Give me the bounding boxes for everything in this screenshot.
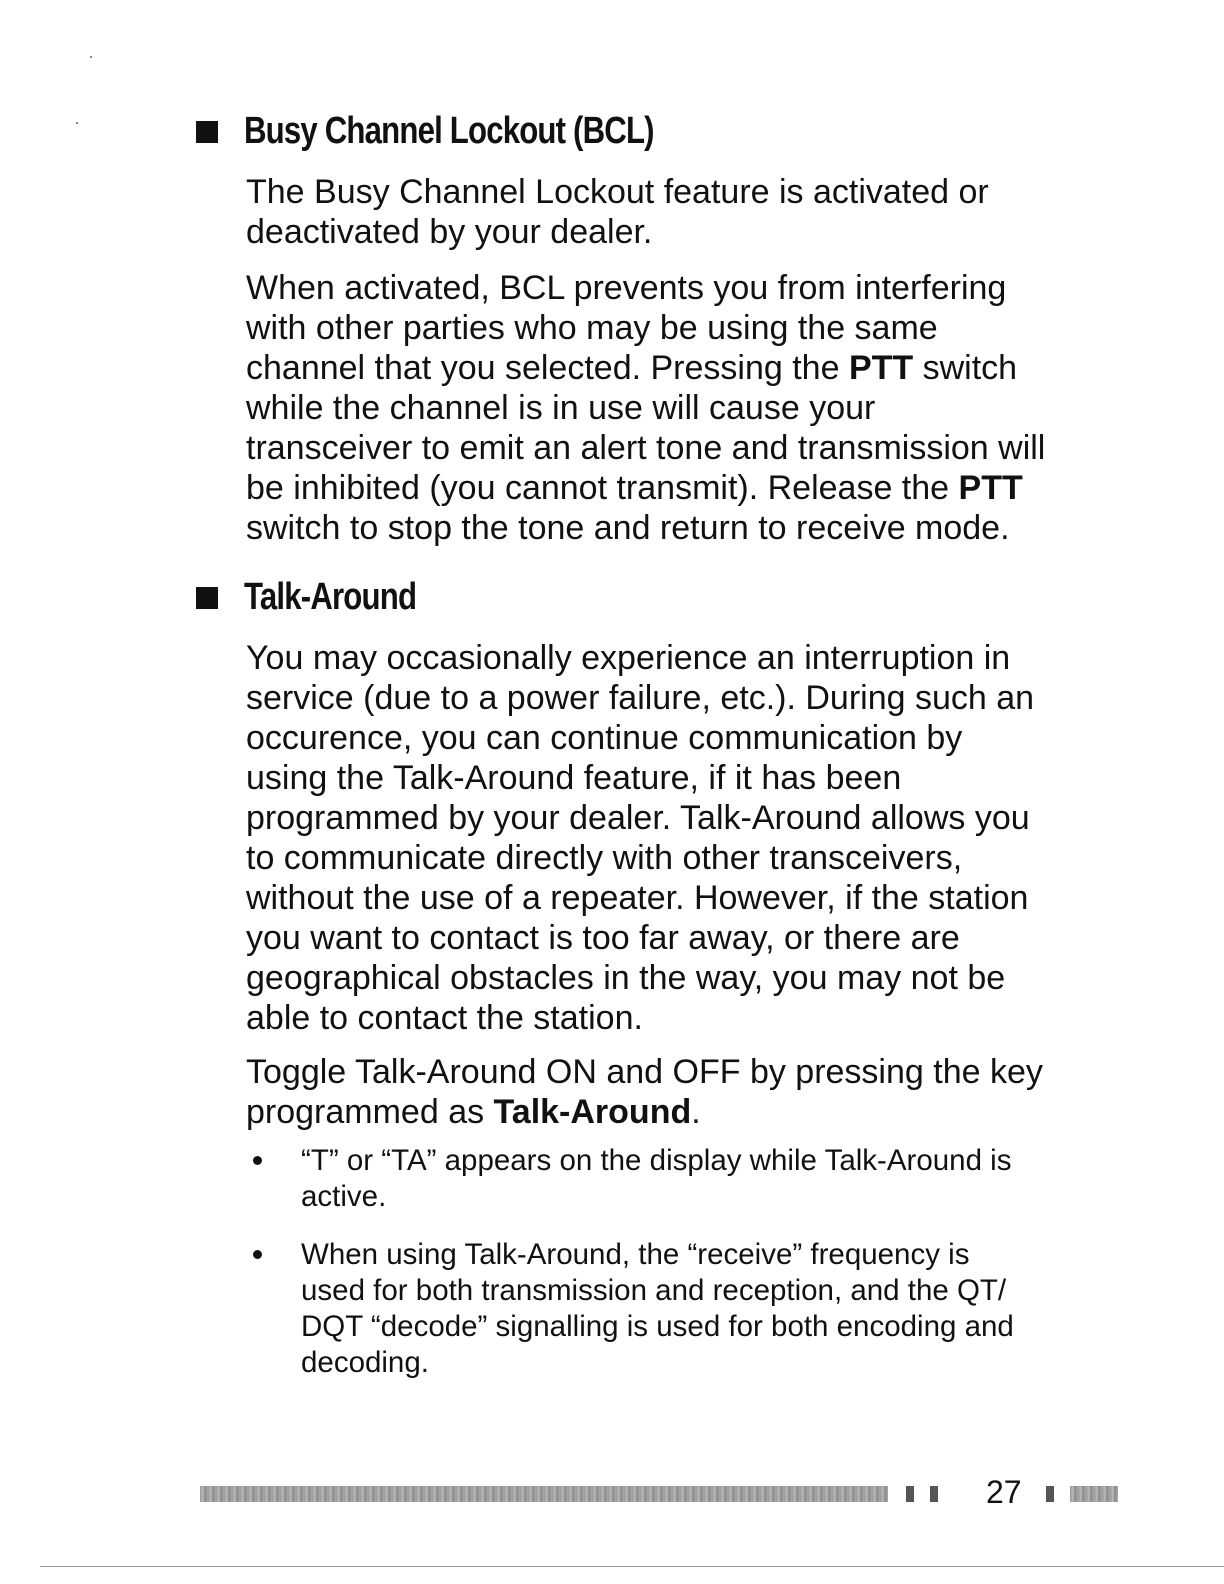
bullet-dot-icon (253, 1156, 262, 1165)
bold-term: PTT (958, 469, 1023, 507)
text-line: You may occasionally experience an interruption in (246, 639, 1011, 677)
text-line: When using Talk-Around, the “receive” frequency is (301, 1238, 970, 1271)
text-line: able to contact the station. (246, 999, 643, 1037)
text-line: channel that you selected. Pressing the PTT switch (246, 349, 1018, 387)
text-line: programmed as Talk-Around. (246, 1093, 701, 1131)
text-line: to communicate directly with other transceivers, (246, 839, 963, 877)
bold-term: Talk-Around (493, 1093, 692, 1131)
note-text (301, 1237, 1126, 1381)
talk-around-notes (246, 1143, 1126, 1381)
text-line: When activated, BCL prevents you from interfering (246, 269, 1007, 307)
text-line: geographical obstacles in the way, you may not be (246, 959, 1006, 997)
text-line: transceiver to emit an alert tone and transmission will (246, 429, 1046, 467)
text-line: while the channel is in use will cause your (246, 389, 876, 427)
scan-edge-line (40, 1566, 1224, 1567)
text-line: The Busy Channel Lockout feature is activated or (246, 173, 989, 211)
bcl-paragraph-2 (246, 268, 1126, 548)
text-line: with other parties who may be using the same (246, 309, 938, 347)
footer-square-mark (1046, 1486, 1054, 1502)
text-line: be inhibited (you cannot transmit). Release the PTT (246, 469, 1023, 507)
note-text (301, 1143, 1126, 1215)
square-bullet-icon (196, 587, 218, 609)
note-bullet-item (246, 1143, 1126, 1215)
text-line: Toggle Talk-Around ON and OFF by pressing the key (246, 1053, 1043, 1091)
bullet-dot-icon (253, 1250, 262, 1259)
text-line: deactivated by your dealer. (246, 213, 653, 251)
text-line: without the use of a repeater. However, if the station (246, 879, 1029, 917)
talk-around-paragraph-1 (246, 638, 1126, 1038)
text-line: DQT “decode” signalling is used for both encoding and (301, 1310, 1014, 1343)
footer-square-mark (906, 1486, 914, 1502)
text-line: “T” or “TA” appears on the display while Talk-Around is (301, 1144, 1012, 1177)
heading-text: Talk-Around (244, 576, 417, 618)
text-line: used for both transmission and reception, and the QT/ (301, 1274, 1007, 1307)
square-bullet-icon (196, 121, 218, 143)
text-line: active. (301, 1180, 387, 1213)
text-line: you want to contact is too far away, or there are (246, 919, 960, 957)
section-heading-talk-around (196, 576, 454, 619)
footer-square-mark (930, 1486, 938, 1502)
note-bullet-item (246, 1237, 1126, 1381)
footer-decorative-bar (1070, 1486, 1118, 1502)
section-heading-bcl (196, 110, 744, 153)
text-line: using the Talk-Around feature, if it has been (246, 759, 902, 797)
text-line: decoding. (301, 1346, 429, 1379)
bcl-paragraph-1 (246, 172, 1126, 252)
text-line: service (due to a power failure, etc.). During such an (246, 679, 1035, 717)
text-line: switch to stop the tone and return to receive mode. (246, 509, 1010, 547)
talk-around-paragraph-2 (246, 1052, 1126, 1132)
heading-text: Busy Channel Lockout (BCL) (244, 110, 654, 152)
scan-speck (90, 56, 92, 58)
footer-decorative-bar (200, 1486, 888, 1502)
text-line: occurence, you can continue communication by (246, 719, 963, 757)
page-number: 27 (986, 1474, 1022, 1510)
scan-speck (76, 122, 78, 124)
text-line: programmed by your dealer. Talk-Around allows you (246, 799, 1030, 837)
bold-term: PTT (848, 349, 914, 387)
